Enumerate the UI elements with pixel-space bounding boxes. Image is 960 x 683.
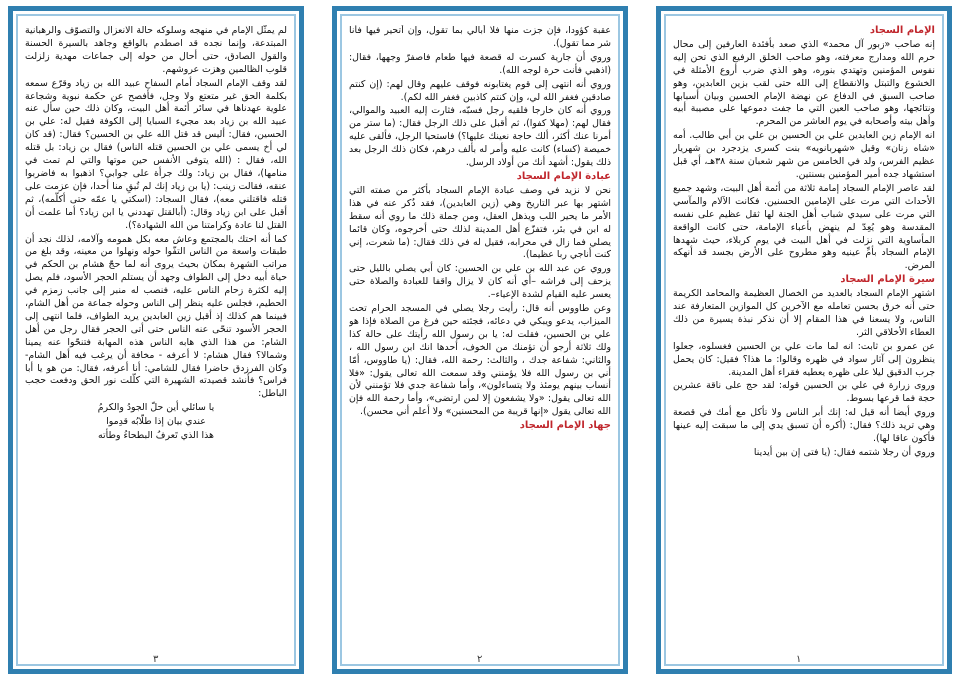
page-panel-2 [332,6,628,674]
paragraph: لقد وقف الإمام السجاد أمام السفاح عبيد الله بن زياد وقرّع سمعه بكلمة الحق غير متعتع ولا وجل، فأفصح عن حكمة نبوية وشجاعة علوية عهدناها في سائر أئمة أهل البيت، وكان ذلك حين سأل عنه عبيد الله بن زياد بعد مجيء السبايا إلى الكوفة فقيل له: علي بن الحسين، فقال: أليس قد قتل الله علي بن الحسين؟ فقال: (قد كان لي أخ يسمى علي بن الحسين قتله الناس) فقال بن زياد: بل قتله الله، فقال : (الله يتوفى الأنفس حين موتها والتي لم تمت في منامها)، فقال بن زياد: ولك جرأة على جوابي؟ اذهبوا به فاضربوا عنقه، فقالت زينب: (يا بن زياد إنك لم تُبقِ منا أحدا، فإن عزمت على قتله فاقتلني معه)، فقال السجاد: (اسكتي يا عمّه حتى أكلّمه)، ثم أقبل على ابن زياد وقال: (أبالقتل تهددني يا ابن زياد؟ أما علمت أن القتل لنا عادة وكرامتنا من الله الشهادة؟). [25,77,287,231]
section-heading: جهاد الإمام السجاد [519,420,611,432]
paragraph: وروي أنه كان خارجا فلقيه رجل فسبّه، فثارت إليه العبيد والموالي، فقال لهم: (مهلا كفوا)، ثم أقبل على ذلك الرجل فقال: (ما ستر من أمرنا عنك أكثر، ألك حاجة نعينك عليها؟) فاستحيا الرجل، فألقى عليه خميصة (كساء) كانت عليه وأمر له بألف درهم، فكان ذلك الرجل بعد ذلك يقول: أشهد أنك من أولاد الرسل. [349,105,611,169]
paragraph: لقد عاصر الإمام السجاد إمامة ثلاثة من أئمة أهل البيت، وشهد جميع الأحداث التي مرت على الإمامين الحسنين. فكانت الآلام والمآسي التي مرت على سيدي شباب أهل الجنة لها ثقل عظيم على نفسه المقدسة وهو يُعِدّ لم ينهض بأعباء الإمامة، حتى كانت الواقعة المأساوية التي نزلت في أهل البيت في يوم كربلاء، حيث شهدها الإمام السجاد بأمِّ عينيه وهو مطروح على الأرض بجسد قد أنهكه المرض. [673,182,935,272]
paragraph: وروي أنه انتهى إلى قوم يغتابونه فوقف عليهم وقال لهم: (إن كنتم صادقين فغفر الله لي، وإن كنتم كاذبين فغفر الله لكم). [349,78,611,103]
poem-verse: يا سائلي أين حلّ الجودُ والكرمُ [97,402,215,414]
section-heading: عبادة الإمام السجاد [516,170,611,182]
paragraph: وروي أيضا أنه قيل له: إنك أبر الناس ولا تأكل مع أمك في قصعة وهي تريد ذلك؟ فقال: (أكره أن تسبق يدي إلى ما سبقت إليه عينها فأكون عاقا لها). [673,407,935,445]
paragraph: انه الإمام زين العابدين علي بن الحسين بن علي بن أبي طالب. أمه «شاه زنان» وقيل «شهربانويه» بنت كسرى يزدجرد بن شهريار عظيم الفرس، ولد في الخامس من شهر شعبان سنة ٣٨هـ، أي قبل استشهاد جده أمير المؤمنين بسنتين. [673,130,935,180]
paragraph: عن عمرو بن ثابت: انه لما مات علي بن الحسين فغسلوه، جعلوا ينظرون إلى آثار سواد في ظهره وقالوا: ما هذا؟ فقيل: كان يحمل جرب الدقيق ليلا على ظهره يعطيه فقراء أهل المدينة. [673,340,935,378]
section-heading: الإمام السجاد [869,25,935,36]
paragraph: نحن لا نزيد في وصف عبادة الإمام السجاد بأكثر من صفته التي اشتهر بها عبر التاريخ وهي (زين العابدين)، فقد ذُكر عنه في هذا الأمر ما يحير اللب ويذهل العقل، ومن جملة ذلك ما روي أنه سقط له ابن في بئر، فتفزّع أهل المدينة لذلك حتى أخرجوه، وكان قائما يصلي فما زال في محرابه، فقيل له في ذلك فقال: (ما شعرت، إني كنت أناجي ربا عظيما). [349,184,611,261]
paragraph: وروي أن جارية كسرت له قصعة فيها طعام فاصفرّ وجهها، فقال: (اذهبي فأنت حرة لوجه الله). [349,51,611,76]
page-panel-3 [8,6,304,674]
page-number: ١ [796,654,802,665]
page-number: ٣ [153,654,159,665]
paragraph: وروي عن عبد الله بن علي بن الحسين: كان أبي يصلي بالليل حتى يزحف إلى فراشه –أي أنه كان لا يزال واقفا للعبادة والصلاة حتى يعسر عليه القيام لشدة الإعياء–. [349,263,611,301]
paragraph: إنه صاحب «زبور آل محمد» الذي صعد بأفئدة العارفين إلى محال حرم الله ومدارج معرفته، وهو صاحب الخلق الرفيع الذي تحن إليه نفوس المؤمنين وتهتدي بنوره، وهو الذي ضرب أروع الأمثلة في الخشوع والتبتل والانقطاع إلى الله حتى لقب بزين العابدين، وهو صاحب السبق في الدفاع عن نهضة الإمام الحسين وبيان أسبابها ونتائجها، وهو صاحب العين التي ما جفت دموعها على مصيبة أبيه وأهل بيته وأصحابه في يوم العاشر من المحرم. [673,38,935,128]
page-number: ٢ [477,654,483,665]
poem-verse: هذا الذي تَعرفُ البطحاءُ وطأته [98,430,214,442]
paragraph: لم يمثّل الإمام في منهجه وسلوكه حالة الانعزال والتصوّف والرهبانية المبتدعة، وإنما نجده قد اصطدم بالواقع وجاهد بالسيرة الحسنة والقول الصادق، حتى أحال من حوله إلى جماعات مهدية زلزلت قلوب الظالمين وهزت عروشهم. [25,25,287,75]
paragraph: وعن طاووس أنه قال: رأيت رجلا يصلي في المسجد الحرام تحت الميزاب، يدعو ويبكي في دعائه، فجئته حين فرغ من الصلاة فإذا هو علي بن الحسين، فقلت له: يا بن رسول الله رأيتك على حالة كذا ولك ثلاثة أرجو أن تؤمنك من الخوف، أحدها انك ابن رسول الله ، والثاني: شفاعة جدك ، والثالث: رحمة الله، فقال: (يا طاووس، أمّا أني بن رسول الله فلا يؤمنني وقد سمعت الله تعالى يقول: «فلا أنساب بينهم يومئذ ولا يتساءلون»، وأما شفاعة جدي فلا تؤمنني لأن الله تعالى يقول: «ولا يشفعون إلا لمن ارتضى»، وأما رحمة الله فإن الله تعالى يقول «إنها قريبة من المحسنين» ولا أعلم أني محسن). [349,303,611,418]
poem-verse: عندي بيان إذا طلّابُه قدِموا [106,416,206,428]
paragraph: كما أنه احتك بالمجتمع وعاش معه بكل همومه وآلامه، لذلك نجد أن طبقات واسعة من الناس التفّوا حوله ونهلوا من معينه، وقد بلغ من مراتب الشهرة بمكان بحيث يروى أنه لما حجّ هشام بن الحكم في حياة أبيه دخل إلى الطواف وجهد أن يستلم الحجر الأسود، فلم يصل إليه لكثرة زحام الناس عليه، فنصب له منبر إلى جانب زمزم في الحطيم، فجلس عليه ينظر إلى الناس وحوله جماعة من أهل الشام، فبينما هم كذلك إذ أقبل زين العابدين يريد الطواف، فلما انتهى إلى الحجر الأسود تنحّى عنه الناس حتى أتى الحجر فقال رجل من أهل الشام: من هذا الذي هابه الناس هذه المهابة فتنحّوا عنه يمينا وشمالا؟ فقال هشام: لا أعرفه - مخافة أن يرغب فيه أهل الشام- وكان الفرزدق حاضرا فقال للشامي: أنا أعرفه، فقال: من هو يا أبا فراس؟ فأنشد قصيدته الشهيرة التي كلّلت نور الحق ودفعت حجب الباطل: [25,233,287,400]
paragraph: اشتهر الإمام السجاد بالعديد من الخصال العظيمة والمحامد الكريمة حتى أنه خرق بحسن تعامله مع الآخرين كل الموازين المتعارفة عند الناس، ولا يسعنا في هذا المقام إلا أن نذكر نبذة يسيرة من ذلك العطاء الأخلاقي الثر. [673,288,935,338]
paragraph: وروي أن رجلا شتمه فقال: (يا فتى إن بين أيدينا [753,447,935,458]
panel-text-1 [673,25,935,643]
panel-text-2 [349,25,611,643]
page-panel-1 [656,6,952,674]
paragraph: وروى زرارة في علي بن الحسين قوله: لقد حج على ناقة عشرين حجة فما قرعها بسوط. [673,380,935,405]
section-heading: سيرة الإمام السجاد [840,274,935,286]
panel-text-3 [25,25,287,643]
paragraph: عقبة كؤودا، فإن جزت منها فلا أبالي بما تقول، وإن أتحير فيها فأنا شر مما تقول). [349,25,611,49]
